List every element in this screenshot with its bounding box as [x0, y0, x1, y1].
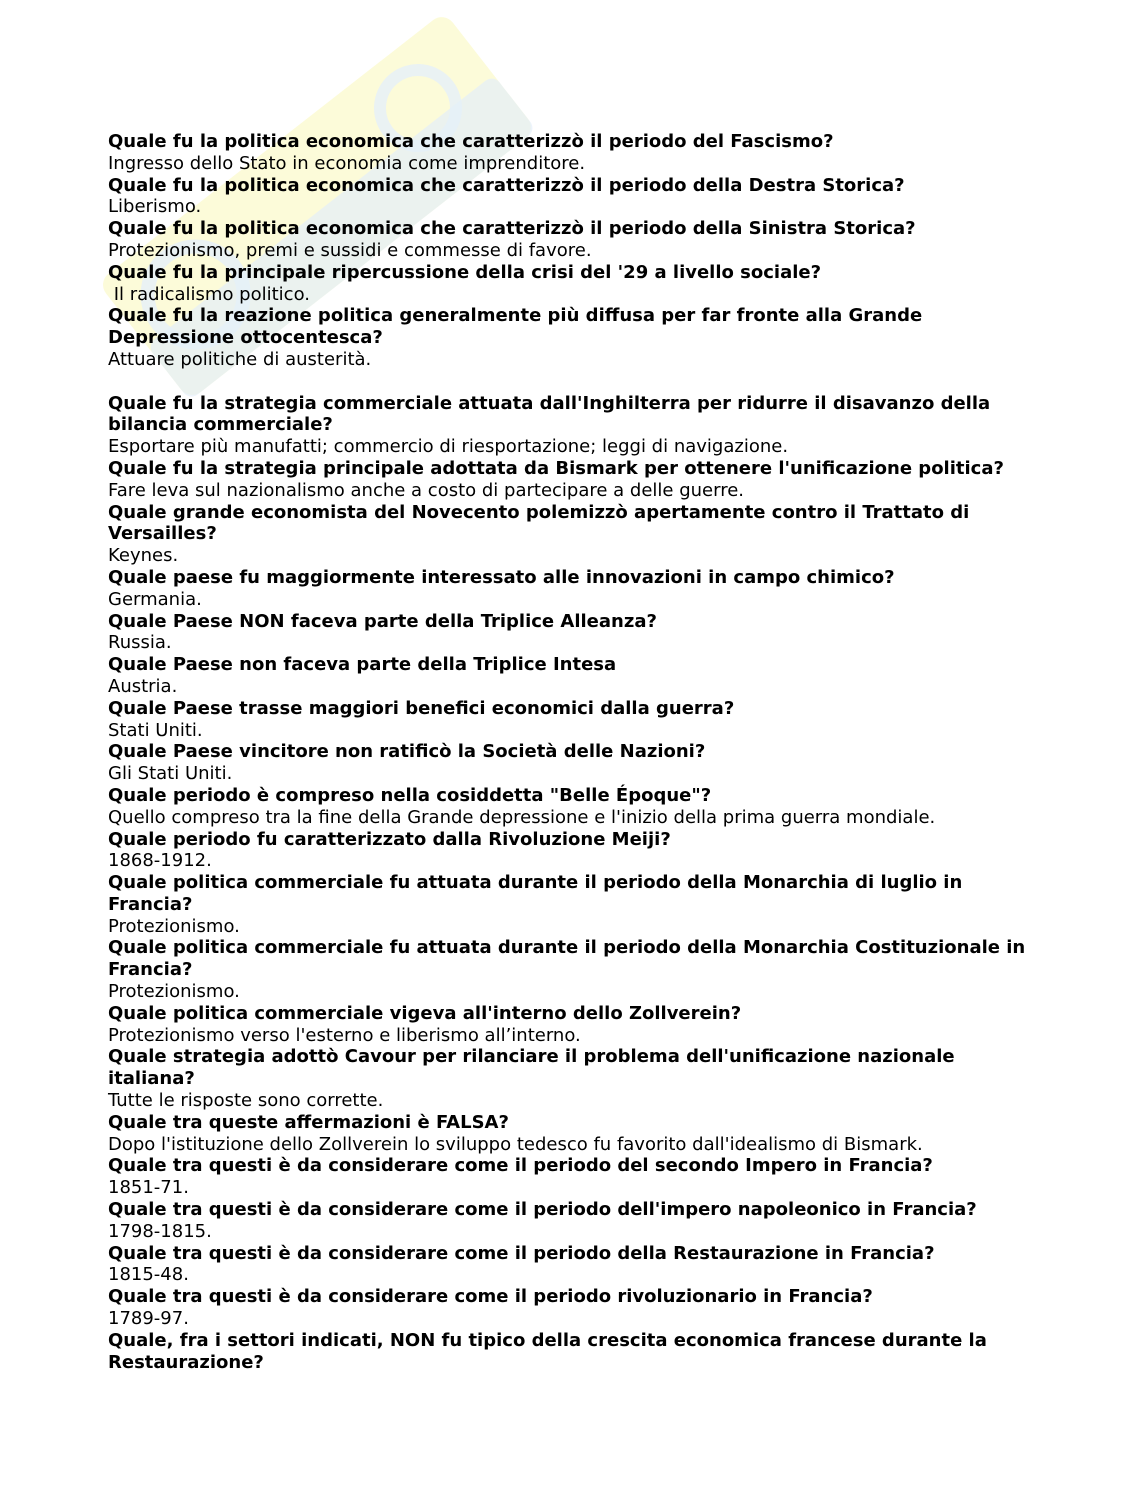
- answer: Gli Stati Uniti.: [108, 763, 233, 785]
- question: Quale tra questi è da considerare come il periodo rivoluzionario in Francia?: [108, 1286, 873, 1308]
- blank-line: [108, 371, 1068, 393]
- answer: Il radicalismo politico.: [108, 283, 310, 305]
- answer: Protezionismo verso l'esterno e liberismo all’interno.: [108, 1024, 581, 1046]
- answer: 1789-97.: [108, 1308, 189, 1330]
- question: Quale tra questi è da considerare come il periodo del secondo Impero in Francia?: [108, 1155, 933, 1177]
- answer: Protezionismo.: [108, 981, 240, 1003]
- answer: Stati Uniti.: [108, 719, 203, 741]
- question: Quale, fra i settori indicati, NON fu tipico della crescita economica francese durante la Restaurazione?: [108, 1329, 987, 1373]
- question: Quale politica commerciale vigeva all'interno dello Zollverein?: [108, 1002, 742, 1024]
- question: Quale periodo è compreso nella cosiddetta "Belle Époque"?: [108, 784, 712, 806]
- answer: Dopo l'istituzione dello Zollverein lo sviluppo tedesco fu favorito dall'idealismo di Bismark.: [108, 1133, 923, 1155]
- question: Quale fu la strategia commerciale attuata dall'Inghilterra per ridurre il disavanzo della bilancia commerciale?: [108, 392, 991, 436]
- question: Quale Paese non faceva parte della Triplice Intesa: [108, 654, 617, 676]
- question: Quale fu la reazione politica generalmente più diffusa per far fronte alla Grande Depressione ottocentesca?: [108, 305, 923, 349]
- question: Quale politica commerciale fu attuata durante il periodo della Monarchia Costituzionale in Francia?: [108, 937, 1026, 981]
- question: Quale Paese NON faceva parte della Triplice Alleanza?: [108, 610, 657, 632]
- qa-list: [108, 131, 1068, 1373]
- question: Quale fu la politica economica che caratterizzò il periodo del Fascismo?: [108, 131, 834, 152]
- question: Quale fu la politica economica che caratterizzò il periodo della Sinistra Storica?: [108, 218, 916, 240]
- answer: 1798-1815.: [108, 1220, 212, 1242]
- question: Quale tra questi è da considerare come il periodo della Restaurazione in Francia?: [108, 1242, 935, 1264]
- answer: Russia.: [108, 632, 172, 654]
- question: Quale grande economista del Novecento polemizzò apertamente contro il Trattato di Versailles?: [108, 501, 970, 545]
- question: Quale politica commerciale fu attuata durante il periodo della Monarchia di luglio in Francia?: [108, 872, 963, 915]
- question: Quale strategia adottò Cavour per rilanciare il problema dell'unificazione nazionale italiana?: [108, 1046, 955, 1090]
- answer: Liberismo.: [108, 196, 202, 218]
- question: Quale fu la strategia principale adottata da Bismark per ottenere l'unificazione politica?: [108, 457, 1004, 479]
- answer: Fare leva sul nazionalismo anche a costo di partecipare a delle guerre.: [108, 479, 745, 501]
- answer: Austria.: [108, 675, 178, 697]
- question: Quale periodo fu caratterizzato dalla Rivoluzione Meiji?: [108, 828, 671, 850]
- question: Quale fu la principale ripercussione della crisi del '29 a livello sociale?: [108, 261, 822, 283]
- answer: Keynes.: [108, 545, 179, 567]
- question: Quale Paese vincitore non ratificò la Società delle Nazioni?: [108, 741, 706, 763]
- answer: 1851-71.: [108, 1177, 189, 1199]
- answer: Ingresso dello Stato in economia come imprenditore.: [108, 152, 586, 174]
- question: Quale tra questi è da considerare come il periodo dell'impero napoleonico in Francia?: [108, 1199, 977, 1221]
- answer: Attuare politiche di austerità.: [108, 348, 372, 370]
- answer: Tutte le risposte sono corrette.: [108, 1090, 384, 1112]
- answer: Germania.: [108, 588, 202, 610]
- question: Quale paese fu maggiormente interessato alle innovazioni in campo chimico?: [108, 566, 895, 588]
- question: Quale fu la politica economica che caratterizzò il periodo della Destra Storica?: [108, 174, 905, 196]
- answer: Esportare più manufatti; commercio di riesportazione; leggi di navigazione.: [108, 436, 789, 458]
- answer: 1868-1912.: [108, 850, 212, 872]
- answer: Quello compreso tra la fine della Grande depressione e l'inizio della prima guerra mondiale.: [108, 806, 936, 828]
- answer: Protezionismo.: [108, 915, 240, 937]
- question: Quale Paese trasse maggiori benefici economici dalla guerra?: [108, 697, 735, 719]
- answer: 1815-48.: [108, 1264, 189, 1286]
- answer: Protezionismo, premi e sussidi e commesse di favore.: [108, 239, 592, 261]
- question: Quale tra queste affermazioni è FALSA?: [108, 1111, 509, 1133]
